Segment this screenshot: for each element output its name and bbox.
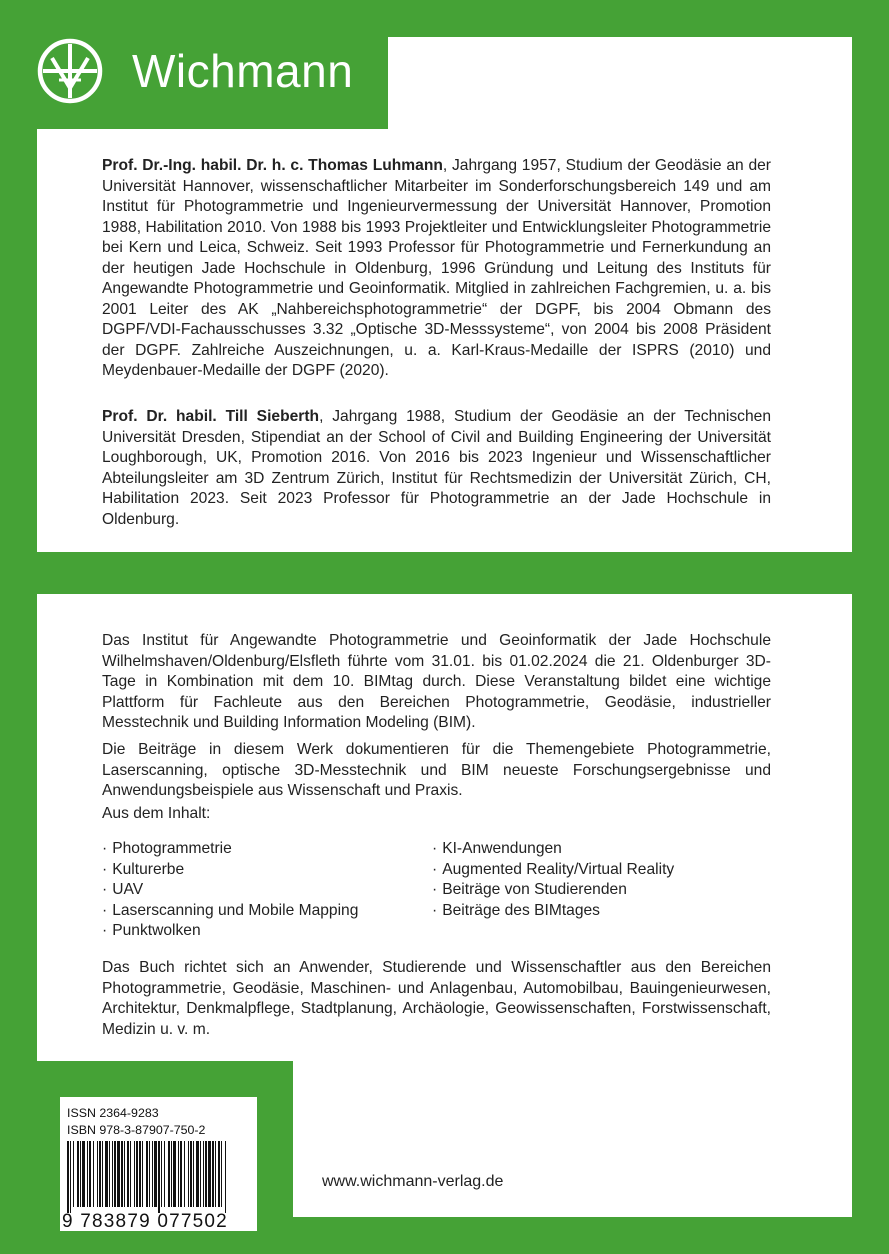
barcode-bar [124, 1141, 125, 1207]
barcode-bar [97, 1141, 98, 1207]
barcode-bar [149, 1141, 150, 1207]
contents-heading: Aus dem Inhalt: [102, 805, 211, 822]
list-item: · Beiträge von Studierenden [432, 880, 674, 901]
barcode-bar [203, 1141, 204, 1207]
barcode-bar [89, 1141, 91, 1207]
barcode-bar [139, 1141, 141, 1207]
barcode-bar [184, 1141, 185, 1207]
list-item: · Laserscanning und Mobile Mapping [102, 901, 358, 922]
barcode-bar [164, 1141, 165, 1207]
author-text: , Jahrgang 1988, Studium der Geodäsie an der Technischen Universität Dresden, Stipendiat an der School of Civil and Building Engineering der Universität Loughborough, UK, Promotion 2016. Von 2016 bis 2023 Ingenieur und Wissenschaftlicher Abteilungsleiter am 3D Zentrum Zürich, Institut für Rechtsmedizin der Universität Zürich, CH, Habilitation 2023. Seit 2023 Professor für Photogrammetrie an der Jade Hochschule in Oldenburg. [102, 408, 771, 528]
barcode-graphic [67, 1141, 227, 1213]
author-bio-luhmann [102, 156, 771, 382]
barcode-bar [208, 1141, 211, 1207]
barcode-bar [154, 1141, 157, 1207]
barcode-bar [188, 1141, 189, 1207]
author-bio-sieberth [102, 407, 771, 530]
barcode-bar [82, 1141, 85, 1207]
barcode-bar [99, 1141, 101, 1207]
contents-list-right [432, 839, 674, 921]
blurb-text: Die Beiträge in diesem Werk dokumentieren für die Themengebiete Photogrammetrie, Laserscanning, optische 3D-Messtechnik und BIM neueste Forschungsergebnisse und Anwendungsbeispiele aus Wissenschaft und Praxis. [102, 741, 771, 799]
barcode-bar [218, 1141, 220, 1207]
blurb-text: Das Buch richtet sich an Anwender, Studierende und Wissenschaftler aus den Bereichen Photogrammetrie, Geodäsie, Maschinen- und Anlagenbau, Automobilbau, Bauingenieurwesen, Architektur, Denkmalpflege, Stadtplanung, Archäologie, Geowissenschaften, Forstwissenschaft, Medizin u. v. m. [102, 959, 771, 1038]
barcode-bar [105, 1141, 108, 1207]
blurb-paragraph-3 [102, 958, 771, 1048]
barcode-bar [215, 1141, 216, 1207]
barcode-bar [180, 1141, 182, 1207]
barcode-bar [178, 1141, 179, 1207]
list-item: · Augmented Reality/Virtual Reality [432, 860, 674, 881]
list-item: · Kulturerbe [102, 860, 358, 881]
isbn-number: ISBN 978-3-87907-750-2 [67, 1123, 206, 1137]
barcode-bar [142, 1141, 143, 1207]
barcode-bar [205, 1141, 207, 1207]
barcode-bar [114, 1141, 116, 1207]
barcode-bar [190, 1141, 192, 1207]
website-panel [293, 1061, 852, 1217]
barcode-bar [146, 1141, 148, 1207]
list-item: · Punktwolken [102, 921, 358, 942]
barcode-bar [130, 1141, 131, 1207]
author-name: Prof. Dr. habil. Till Sieberth [102, 408, 320, 425]
barcode-bar [93, 1141, 94, 1207]
barcode-bar [221, 1141, 222, 1207]
barcode-digits: 9 783879 077502 [62, 1211, 228, 1232]
barcode-bar [87, 1141, 88, 1207]
barcode-bar [134, 1141, 135, 1207]
publisher-website-link[interactable]: www.wichmann-verlag.de [322, 1173, 504, 1190]
barcode-bar [80, 1141, 81, 1207]
blurb-text: Das Institut für Angewandte Photogrammetrie und Geoinformatik der Jade Hochschule Wilhelmshaven/Oldenburg/Elsfleth führte vom 31.01. bis 01.02.2024 die 21. Oldenburger 3D-Tage in Kombination mit dem 10. BIMtag durch. Diese Veranstaltung bildet eine wichtige Plattform für Fachleute aus den Bereichen Photogrammetrie, Geodäsie, industrieller Messtechnik und Building Information Modeling (BIM). [102, 632, 771, 731]
blurb-paragraph-2 [102, 740, 771, 810]
list-item: · KI-Anwendungen [432, 839, 674, 860]
barcode-bar [171, 1141, 172, 1207]
barcode-bar [158, 1141, 160, 1213]
issn-number: ISSN 2364-9283 [67, 1106, 159, 1120]
barcode-bar [161, 1141, 162, 1207]
barcode-bar [70, 1141, 71, 1213]
author-name: Prof. Dr.-Ing. habil. Dr. h. c. Thomas Luhmann [102, 157, 443, 174]
author-text: , Jahrgang 1957, Studium der Geodäsie an der Universität Hannover, wissenschaftlicher Mitarbeiter im Sonderforschungsbereich 149 und am Institut für Photogrammetrie und Ingenieurvermessung der Universität Hannover, Promotion 1988, Habilitation 2010. Von 1988 bis 1993 Projektleiter und Entwicklungsleiter Photogrammetrie bei Kern und Leica, Schweiz. Seit 1993 Professor für Photogrammetrie und Fernerkundung an der heutigen Jade Hochschule in Oldenburg, 1996 Gründung und Leitung des Instituts für Angewandte Photogrammetrie und Geoinformatik. Mitglied in zahlreichen Fachgremien, u. a. bis 2001 Leiter des AK „Nahbereichsphotogrammetrie“ der DGPF, bis 2004 Obmann des DGPF/VDI-Fachausschusses 3.32 „Optische 3D-Messsysteme“, von 2004 bis 2008 Präsident der DGPF. Zahlreiche Auszeichnungen, u. a. Karl-Kraus-Medaille der ISPRS (2010) und Meydenbauer-Medaille der DGPF (2020). [102, 157, 771, 379]
barcode-bar [200, 1141, 201, 1207]
publisher-name: Wichmann [132, 45, 354, 97]
list-item: · Beiträge des BIMtages [432, 901, 674, 922]
list-item: · UAV [102, 880, 358, 901]
barcode-bar [73, 1141, 74, 1207]
barcode-bar [212, 1141, 214, 1207]
barcode-bar [193, 1141, 194, 1207]
barcode-bar [127, 1141, 129, 1207]
wichmann-emblem-icon [37, 38, 103, 104]
barcode-bar [152, 1141, 153, 1207]
publisher-logo [37, 38, 353, 104]
barcode-bar [173, 1141, 176, 1207]
barcode-bar [109, 1141, 110, 1207]
barcode-bar [67, 1141, 69, 1213]
barcode-bar [102, 1141, 103, 1207]
barcode-bar [225, 1141, 226, 1213]
barcode-bar [121, 1141, 123, 1207]
barcode-bar [117, 1141, 120, 1207]
list-item: · Photogrammetrie [102, 839, 358, 860]
barcode-bar [168, 1141, 170, 1207]
barcode-bar [112, 1141, 113, 1207]
blurb-paragraph-1 [102, 631, 771, 742]
contents-list-left [102, 839, 358, 942]
barcode-bar [77, 1141, 79, 1207]
barcode-bar [196, 1141, 199, 1207]
barcode-bar [136, 1141, 138, 1207]
